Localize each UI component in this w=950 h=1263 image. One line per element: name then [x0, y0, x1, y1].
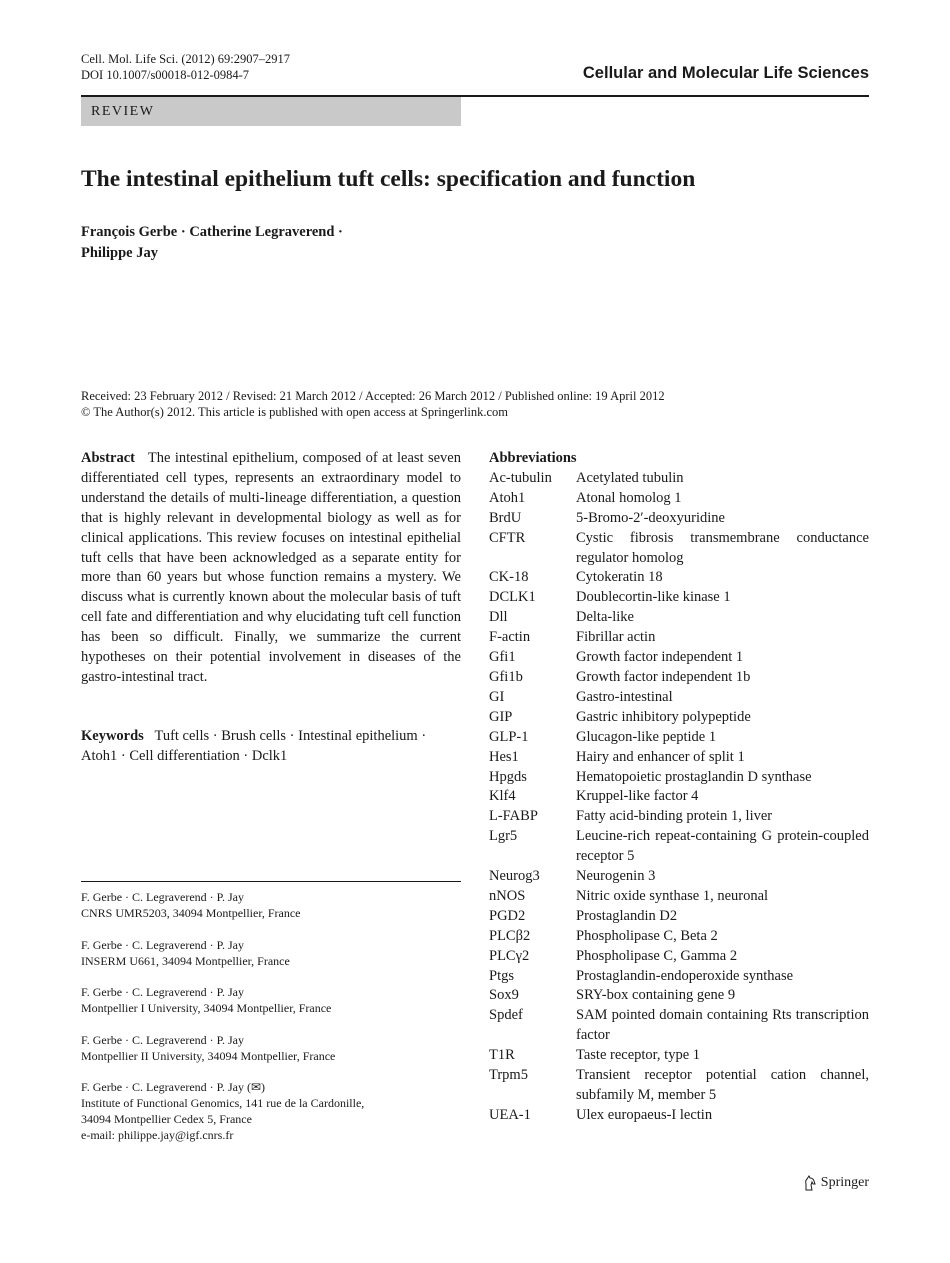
keywords-label: Keywords: [81, 728, 144, 744]
abbreviation-term: Ptgs: [489, 967, 514, 984]
abbreviation-row: [489, 608, 869, 628]
abbreviation-definition: Kruppel-like factor 4: [576, 788, 699, 805]
affiliation-authors: F. Gerbe · C. Legraverend · P. Jay: [81, 937, 244, 952]
abbreviation-row: [489, 1106, 869, 1126]
abbreviation-term: F-actin: [489, 629, 531, 646]
abbreviation-term: GI: [489, 688, 505, 705]
abbreviation-row: [489, 787, 869, 807]
abbreviations-heading: Abbreviations: [489, 450, 577, 466]
abbreviation-term: Klf4: [489, 788, 516, 805]
abbreviation-term: Trpm5: [489, 1067, 528, 1084]
keywords-text: Tuft cells · Brush cells · Intestinal epithelium · Atoh1 · Cell differentiation · Dclk1: [81, 728, 427, 764]
affiliation-line: CNRS UMR5203, 34094 Montpellier, France: [81, 906, 301, 920]
abbreviation-definition: Cystic fibrosis transmembrane conductance regulator homolog: [576, 529, 869, 566]
abbreviation-row: [489, 688, 869, 708]
abbreviation-definition: Transient receptor potential cation channel, subfamily M, member 5: [576, 1067, 869, 1103]
affiliation-line: Montpellier I University, 34094 Montpellier, France: [81, 1001, 332, 1015]
abbreviation-row: [489, 887, 869, 907]
abbreviation-definition: SRY-box containing gene 9: [576, 987, 736, 1004]
affiliation-authors: F. Gerbe · C. Legraverend · P. Jay: [81, 1032, 244, 1047]
abbreviation-term: nNOS: [489, 887, 526, 904]
abbreviation-term: Gfi1: [489, 649, 516, 666]
abbreviation-term: Spdef: [489, 1007, 523, 1024]
affiliation: [81, 984, 461, 1016]
abbreviation-row: [489, 469, 869, 489]
abbreviation-row: [489, 986, 869, 1006]
abbreviation-definition: Prostaglandin D2: [576, 907, 678, 924]
article-title: The intestinal epithelium tuft cells: specification and function: [81, 166, 696, 192]
abbreviation-definition: Taste receptor, type 1: [576, 1047, 701, 1064]
abbreviation-term: PLCγ2: [489, 947, 530, 964]
abbreviation-definition: Growth factor independent 1: [576, 649, 744, 666]
abbreviation-term: Hpgds: [489, 768, 527, 785]
abbreviation-row: [489, 748, 869, 768]
abbreviation-definition: Doublecortin-like kinase 1: [576, 589, 731, 606]
affiliation: [81, 937, 461, 969]
abbreviation-term: Hes1: [489, 748, 519, 765]
abbreviation-definition: Hairy and enhancer of split 1: [576, 748, 745, 765]
abbreviations: [489, 449, 869, 1126]
abbreviation-row: [489, 509, 869, 529]
affiliation-line: 34094 Montpellier Cedex 5, France: [81, 1112, 252, 1126]
publisher-name: Springer: [820, 1175, 869, 1190]
abbreviation-term: Atoh1: [489, 489, 526, 506]
abbreviation-definition: 5-Bromo-2′-deoxyuridine: [576, 509, 725, 526]
copyright-line: © The Author(s) 2012. This article is published with open access at Springerlink.com: [81, 405, 509, 419]
abbreviation-definition: Hematopoietic prostaglandin D synthase: [576, 768, 812, 785]
abbreviation-definition: SAM pointed domain containing Rts transcription factor: [576, 1007, 869, 1044]
abbreviation-definition: Fatty acid-binding protein 1, liver: [576, 808, 773, 825]
abbreviation-row: [489, 768, 869, 788]
abbreviation-term: Gfi1b: [489, 668, 523, 685]
abbreviation-row: [489, 1066, 869, 1106]
abbreviation-term: CFTR: [489, 529, 526, 546]
affiliation-line: Institute of Functional Genomics, 141 rue de la Cardonille,: [81, 1096, 365, 1110]
abbreviations-list: [489, 469, 869, 1126]
abbreviation-row: [489, 728, 869, 748]
authors-line-1: François Gerbe · Catherine Legraverend ·: [81, 224, 343, 240]
springer-horse-logo-icon: [803, 1175, 817, 1191]
abbreviation-definition: Prostaglandin-endoperoxide synthase: [576, 967, 794, 984]
keywords: [81, 727, 461, 767]
abbreviation-term: DCLK1: [489, 589, 536, 606]
abbreviation-definition: Atonal homolog 1: [576, 489, 682, 506]
section-label: REVIEW: [81, 97, 461, 126]
abbreviation-row: [489, 867, 869, 887]
abbreviation-term: PLCβ2: [489, 927, 531, 944]
abbreviation-definition: Acetylated tubulin: [576, 469, 684, 486]
affiliation-line: INSERM U661, 34094 Montpellier, France: [81, 953, 290, 968]
abbreviation-row: [489, 648, 869, 668]
abbreviation-term: UEA-1: [489, 1106, 531, 1123]
citation: Cell. Mol. Life Sci. (2012) 69:2907–2917: [81, 52, 291, 66]
abbreviation-term: Sox9: [489, 987, 519, 1004]
abbreviation-definition: Gastric inhibitory polypeptide: [576, 708, 751, 725]
abbreviation-term: CK-18: [489, 569, 529, 586]
affiliation: [81, 1032, 461, 1064]
abbreviation-definition: Fibrillar actin: [576, 629, 656, 646]
affiliation-authors: F. Gerbe · C. Legraverend · P. Jay: [81, 890, 244, 904]
abbreviation-definition: Phospholipase C, Gamma 2: [576, 947, 738, 964]
abbreviation-row: [489, 927, 869, 947]
abbreviation-row: [489, 628, 869, 648]
abbreviation-definition: Glucagon-like peptide 1: [576, 728, 717, 745]
abbreviation-term: Dll: [489, 609, 508, 626]
abbreviation-definition: Neurogenin 3: [576, 868, 656, 885]
abbreviation-row: [489, 568, 869, 588]
abbreviation-term: Lgr5: [489, 828, 518, 845]
abbreviation-row: [489, 708, 869, 728]
affiliation: [81, 889, 461, 921]
abbreviation-row: [489, 668, 869, 688]
abbreviation-definition: Growth factor independent 1b: [576, 668, 751, 685]
authors-line-2: Philippe Jay: [81, 245, 158, 261]
affiliations: [81, 889, 461, 1159]
publisher-logo: [803, 1175, 869, 1191]
abbreviation-term: L-FABP: [489, 808, 538, 825]
affiliation-authors: F. Gerbe · C. Legraverend · P. Jay (✉): [81, 1080, 266, 1094]
abstract-label: Abstract: [81, 450, 135, 466]
history-line: Received: 23 February 2012 / Revised: 21 March 2012 / Accepted: 26 March 2012 / Published online: 19 April 2012: [81, 389, 665, 403]
abbreviation-row: [489, 947, 869, 967]
journal-name: Cellular and Molecular Life Sciences: [582, 64, 869, 82]
abbreviation-definition: Gastro-intestinal: [576, 688, 673, 705]
article-dates: [81, 388, 665, 420]
abbreviation-definition: Delta-like: [576, 609, 634, 626]
abbreviation-term: BrdU: [489, 509, 522, 526]
footnote-rule: [81, 881, 461, 882]
doi: DOI 10.1007/s00018-012-0984-7: [81, 68, 250, 82]
abbreviation-definition: Cytokeratin 18: [576, 569, 663, 586]
abbreviation-definition: Ulex europaeus-I lectin: [576, 1106, 713, 1123]
abbreviation-row: [489, 529, 869, 569]
abbreviation-definition: Phospholipase C, Beta 2: [576, 927, 718, 944]
abbreviation-row: [489, 489, 869, 509]
abbreviation-term: T1R: [489, 1047, 515, 1064]
abbreviation-term: GLP-1: [489, 728, 529, 745]
abbreviation-term: Ac-tubulin: [489, 469, 552, 486]
abbreviation-row: [489, 1046, 869, 1066]
abbreviation-definition: Nitric oxide synthase 1, neuronal: [576, 887, 769, 904]
affiliation: [81, 1079, 461, 1143]
abbreviation-row: [489, 807, 869, 827]
affiliation-authors: F. Gerbe · C. Legraverend · P. Jay: [81, 985, 244, 999]
abstract: [81, 449, 461, 688]
affiliation-line: Montpellier II University, 34094 Montpellier, France: [81, 1048, 336, 1063]
abstract-text: The intestinal epithelium, composed of at least seven differentiated cell types, represents an extraordinary model to understand the details of multi-lineage differentiation, a question that is highly relevant in developmental biology as well as for clinical applications. This review focuses on intestinal epithelial tuft cells that have been acknowledged as a separate entity for more than 60 years but whose function remains a mystery. We discuss what is currently known about the molecular basis of tuft cell fate and differentiation and why elucidating tuft cell function has been so difficult. Finally, we summarize the current hypotheses on their potential involvement in diseases of the gastro-intestinal tract.: [81, 450, 461, 685]
abbreviation-row: [489, 1006, 869, 1046]
author-list: [81, 222, 343, 264]
citation-block: [81, 51, 290, 83]
affiliation-line: e-mail: philippe.jay@igf.cnrs.fr: [81, 1128, 234, 1142]
abbreviation-term: GIP: [489, 708, 513, 725]
abbreviation-row: [489, 907, 869, 927]
abbreviation-row: [489, 588, 869, 608]
abbreviation-term: Neurog3: [489, 868, 540, 885]
abbreviation-row: [489, 827, 869, 867]
abbreviation-row: [489, 967, 869, 987]
abbreviation-term: PGD2: [489, 907, 526, 924]
abbreviation-definition: Leucine-rich repeat-containing G protein-coupled receptor 5: [576, 828, 869, 865]
